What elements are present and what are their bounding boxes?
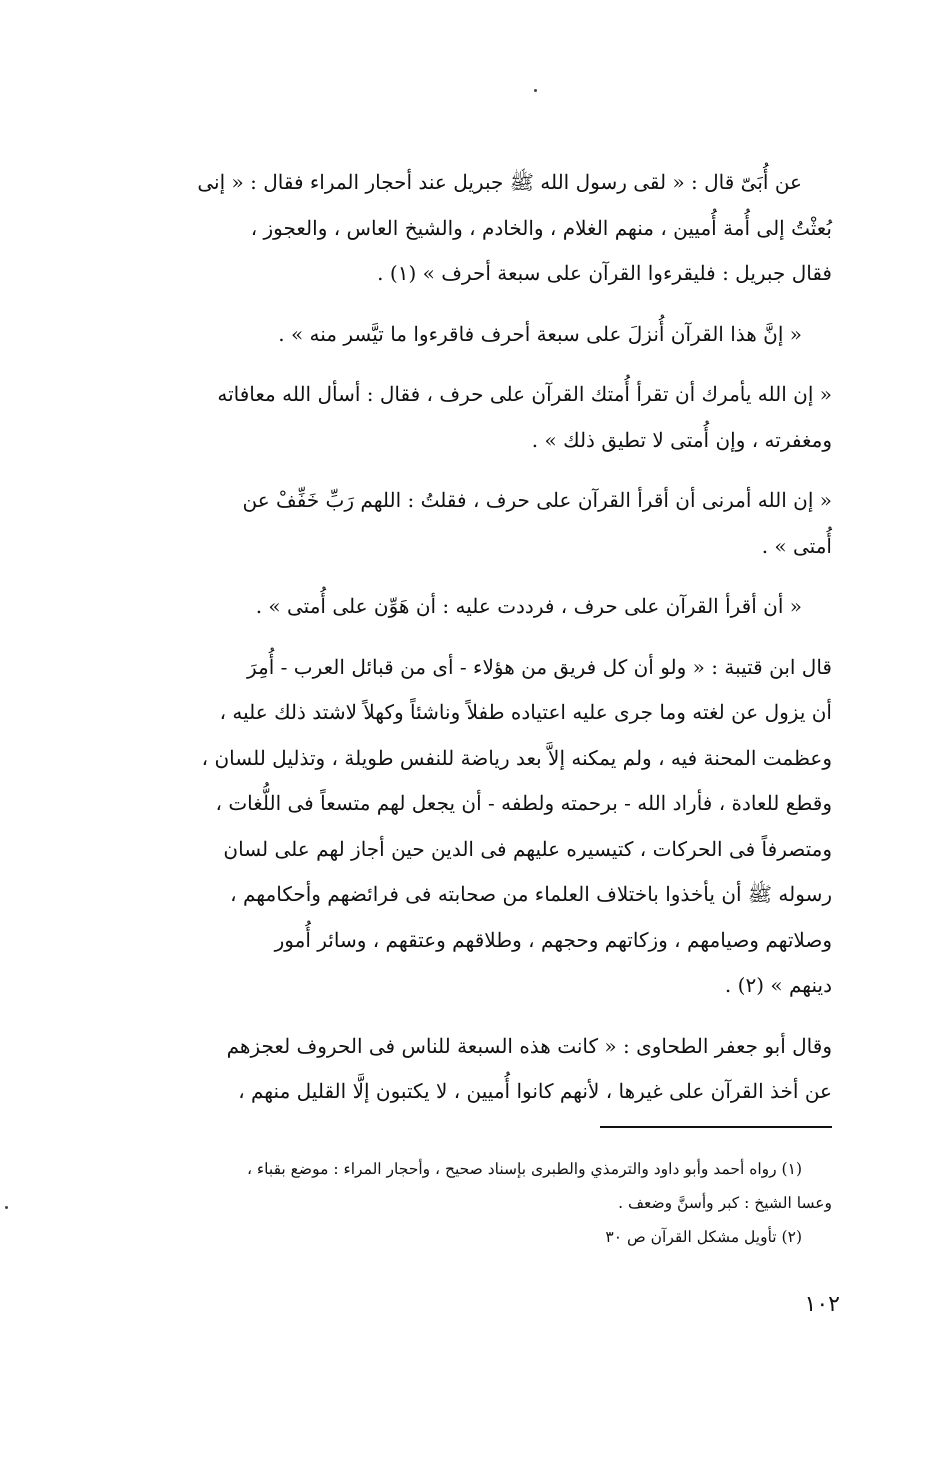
text-line: بُعثْتُ إلى أُمة أُميين ، منهم الغلام ، والخادم ، والشيخ العاس ، والعجوز ،: [250, 215, 832, 240]
footnote-1-continued: وعسا الشيخ : كبر وأسنَّ وضعف .: [618, 1194, 832, 1212]
text-line: ومتصرفاً فى الحركات ، كتيسيره عليهم فى الدين حين أجاز لهم على لسان: [223, 836, 832, 861]
paragraph-ibn-qutaybah: [120, 645, 832, 1009]
paragraph-quote-ease: [120, 584, 832, 630]
text-line: وقال أبو جعفر الطحاوى : « كانت هذه السبعة للناس فى الحروف لعجزهم: [226, 1033, 832, 1058]
text-line: دينهم » (٢) .: [724, 973, 832, 997]
paragraph-tahawi: [120, 1024, 832, 1115]
main-text: [120, 160, 832, 1130]
scan-speck: [534, 89, 537, 92]
text-line: عن أُبَىّ قال : « لقى رسول الله ﷺ جبريل عند أحجار المراء فقال : « إنى: [197, 170, 802, 194]
footnote-divider: [600, 1126, 832, 1128]
text-line: « إن الله يأمرك أن تقرأ أُمتك القرآن على حرف ، فقال : أسأل الله معافاته: [217, 382, 832, 406]
text-line: قال ابن قتيبة : « ولو أن كل فريق من هؤلاء - أى من قبائل العرب - أُمِرَ: [247, 654, 832, 679]
scan-speck: [5, 1206, 8, 1209]
text-line: « أن أقرأ القرآن على حرف ، فرددت عليه : أن هَوِّن على أُمتى » .: [255, 594, 802, 618]
text-line: فقال جبريل : فليقرءوا القرآن على سبعة أحرف » (١) .: [377, 261, 832, 285]
text-line: عن أخذ القرآن على غيرها ، لأنهم كانوا أُميين ، لا يكتبون إلَّا القليل منهم ،: [238, 1079, 832, 1103]
text-line: ومغفرته ، وإن أُمتى لا تطيق ذلك » .: [531, 427, 832, 452]
paragraph-quote-seven-letters: [120, 312, 832, 358]
text-line: « إنَّ هذا القرآن أُنزلَ على سبعة أحرف فاقرءوا ما تيَّسر منه » .: [278, 321, 802, 346]
text-line: أن يزول عن لغته وما جرى عليه اعتياده طفلاً وناشئاً وكهلاً لاشتد ذلك عليه ،: [219, 700, 832, 724]
footnotes: [120, 1152, 832, 1254]
page-number: ١٠٢: [804, 1292, 840, 1317]
paragraph-quote-lighten: [120, 478, 832, 569]
paragraph-quote-one-letter: [120, 372, 832, 463]
text-line: أُمتى » .: [761, 533, 832, 558]
text-line: وصلاتهم وصيامهم ، وزكاتهم وحجهم ، وطلاقهم وعتقهم ، وسائر أُمور: [274, 927, 832, 952]
footnote-1: (١) رواه أحمد وأبو داود والترمذي والطبرى بإسناد صحيح ، وأحجار المراء : موضع بقباء ،: [246, 1160, 802, 1178]
text-line: رسوله ﷺ أن يأخذوا باختلاف العلماء من صحابته فى فرائضهم وأحكامهم ،: [230, 882, 832, 906]
paragraph-hadith-ubayy: [120, 160, 832, 297]
text-line: وقطع للعادة ، فأراد الله - برحمته ولطفه - أن يجعل لهم متسعاً فى اللُّغات ،: [215, 791, 832, 815]
footnote-2: (٢) تأويل مشكل القرآن ص ٣٠: [605, 1228, 802, 1246]
text-line: « إن الله أمرنى أن أقرأ القرآن على حرف ، فقلتُ : اللهم رَبِّ خَفِّفْ عن: [242, 488, 832, 512]
text-line: وعظمت المحنة فيه ، ولم يمكنه إلاَّ بعد رياضة للنفس طويلة ، وتذليل للسان ،: [201, 745, 832, 770]
